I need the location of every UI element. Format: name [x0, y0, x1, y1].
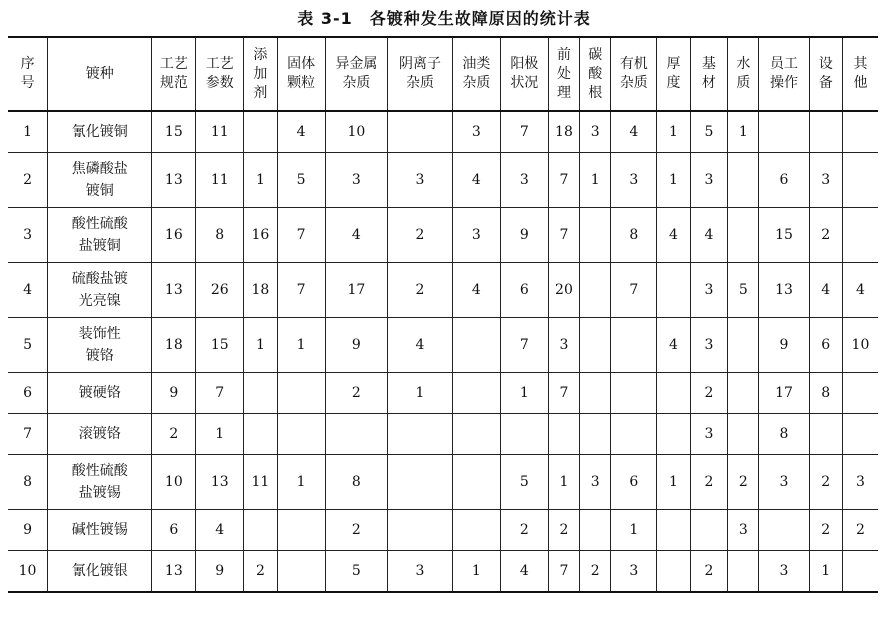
count-cell: 1 [500, 373, 548, 414]
column-header-line: 前 [556, 46, 571, 63]
plating-type-line: 碱性镀锡 [71, 522, 128, 538]
count-cell: 6 [611, 455, 657, 510]
count-cell [657, 263, 690, 318]
count-cell: 2 [388, 263, 453, 318]
count-cell: 18 [548, 111, 579, 153]
count-cell: 5 [325, 551, 388, 593]
column-header-line: 他 [853, 75, 868, 91]
count-cell: 26 [196, 263, 244, 318]
count-cell: 1 [580, 153, 611, 208]
count-cell: 13 [152, 153, 196, 208]
count-cell: 10 [152, 455, 196, 510]
count-cell: 1 [277, 455, 325, 510]
count-cell [809, 414, 842, 455]
count-cell: 4 [611, 111, 657, 153]
column-header-line: 基 [701, 56, 716, 72]
count-cell [580, 318, 611, 373]
count-cell: 9 [196, 551, 244, 593]
column-header-line: 材 [701, 75, 716, 91]
column-header-line: 阴离子 [399, 56, 441, 72]
count-cell: 7 [277, 208, 325, 263]
count-cell: 9 [152, 373, 196, 414]
count-cell: 1 [388, 373, 453, 414]
column-header-line: 颗粒 [287, 75, 316, 91]
plating-type-line: 氰化镀铜 [71, 124, 128, 140]
column-header-line: 度 [666, 75, 681, 91]
table-title: 表 3-1 各镀种发生故障原因的统计表 [297, 9, 591, 28]
column-header-line: 规范 [159, 75, 188, 91]
count-cell: 7 [196, 373, 244, 414]
column-header [809, 37, 842, 111]
column-header [152, 37, 196, 111]
count-cell [728, 208, 759, 263]
plating-type-line: 氰化镀银 [71, 563, 128, 579]
count-cell: 13 [152, 551, 196, 593]
count-cell: 11 [196, 153, 244, 208]
count-cell: 9 [500, 208, 548, 263]
count-cell: 20 [548, 263, 579, 318]
count-cell: 1 [277, 318, 325, 373]
count-cell [657, 414, 690, 455]
count-cell: 4 [196, 510, 244, 551]
count-cell [728, 153, 759, 208]
count-cell [244, 414, 277, 455]
column-header-line: 厚 [666, 56, 681, 72]
count-cell: 3 [452, 111, 500, 153]
header-row [8, 37, 878, 111]
table-row [8, 153, 878, 208]
count-cell: 3 [690, 414, 728, 455]
count-cell: 6 [500, 263, 548, 318]
count-cell [759, 111, 809, 153]
table-body [8, 111, 878, 592]
column-header [657, 37, 690, 111]
count-cell: 2 [244, 551, 277, 593]
count-cell [580, 373, 611, 414]
count-cell: 3 [580, 111, 611, 153]
count-cell: 1 [548, 455, 579, 510]
count-cell: 5 [500, 455, 548, 510]
count-cell: 10 [842, 318, 878, 373]
table-row [8, 111, 878, 153]
count-cell: 3 [388, 551, 453, 593]
row-number: 8 [8, 455, 48, 510]
count-cell: 4 [277, 111, 325, 153]
row-number: 10 [8, 551, 48, 593]
count-cell: 6 [152, 510, 196, 551]
count-cell: 7 [548, 373, 579, 414]
count-cell: 1 [452, 551, 500, 593]
count-cell [842, 208, 878, 263]
count-cell: 1 [657, 455, 690, 510]
count-cell [244, 510, 277, 551]
count-cell [842, 153, 878, 208]
count-cell: 3 [842, 455, 878, 510]
plating-type [48, 414, 152, 455]
column-header [388, 37, 453, 111]
count-cell: 4 [842, 263, 878, 318]
count-cell: 3 [759, 455, 809, 510]
count-cell: 6 [759, 153, 809, 208]
count-cell: 15 [196, 318, 244, 373]
table-row [8, 510, 878, 551]
count-cell: 15 [152, 111, 196, 153]
column-header-line: 操作 [770, 75, 798, 91]
count-cell: 2 [500, 510, 548, 551]
plating-type [48, 510, 152, 551]
column-header [196, 37, 244, 111]
column-header-line: 备 [818, 75, 833, 91]
column-header [452, 37, 500, 111]
table-row [8, 551, 878, 593]
count-cell: 3 [452, 208, 500, 263]
count-cell: 2 [690, 373, 728, 414]
count-cell: 4 [657, 208, 690, 263]
count-cell: 8 [611, 208, 657, 263]
count-cell: 18 [244, 263, 277, 318]
row-number: 4 [8, 263, 48, 318]
count-cell [277, 551, 325, 593]
count-cell: 4 [452, 153, 500, 208]
count-cell: 5 [690, 111, 728, 153]
count-cell: 1 [809, 551, 842, 593]
count-cell [842, 414, 878, 455]
column-header-line: 理 [556, 84, 571, 101]
plating-type-line: 镀铬 [85, 348, 114, 364]
table-row [8, 208, 878, 263]
plating-type [48, 208, 152, 263]
column-header-line: 有机 [619, 56, 648, 72]
count-cell: 7 [611, 263, 657, 318]
count-cell [842, 551, 878, 593]
column-header-line: 参数 [205, 75, 234, 91]
count-cell: 2 [325, 510, 388, 551]
count-cell: 7 [500, 318, 548, 373]
count-cell [759, 510, 809, 551]
plating-type-line: 盐镀铜 [78, 238, 121, 254]
row-number: 2 [8, 153, 48, 208]
plating-type [48, 373, 152, 414]
row-number: 7 [8, 414, 48, 455]
count-cell [728, 414, 759, 455]
row-number: 5 [8, 318, 48, 373]
count-cell: 17 [325, 263, 388, 318]
count-cell: 4 [809, 263, 842, 318]
count-cell [388, 111, 453, 153]
count-cell: 3 [580, 455, 611, 510]
column-header [759, 37, 809, 111]
count-cell: 8 [325, 455, 388, 510]
count-cell [452, 455, 500, 510]
count-cell: 3 [548, 318, 579, 373]
count-cell: 4 [500, 551, 548, 593]
count-cell [548, 414, 579, 455]
count-cell [842, 373, 878, 414]
count-cell [580, 208, 611, 263]
column-header-line: 阳极 [510, 56, 539, 72]
plating-type-line: 酸性硫酸 [71, 216, 128, 232]
count-cell [611, 373, 657, 414]
table-row [8, 318, 878, 373]
column-header-line: 水 [736, 56, 751, 72]
count-cell [842, 111, 878, 153]
count-cell: 3 [759, 551, 809, 593]
row-number: 9 [8, 510, 48, 551]
count-cell [611, 318, 657, 373]
column-header-line: 杂质 [406, 75, 434, 91]
count-cell: 11 [244, 455, 277, 510]
count-cell: 5 [728, 263, 759, 318]
count-cell: 5 [277, 153, 325, 208]
count-cell: 1 [244, 153, 277, 208]
count-cell: 8 [196, 208, 244, 263]
count-cell [611, 414, 657, 455]
count-cell [277, 510, 325, 551]
count-cell: 8 [809, 373, 842, 414]
column-header [611, 37, 657, 111]
count-cell: 15 [759, 208, 809, 263]
count-cell [452, 318, 500, 373]
count-cell [728, 373, 759, 414]
count-cell [657, 551, 690, 593]
count-cell: 3 [690, 263, 728, 318]
plating-type-line: 滚镀铬 [78, 426, 121, 442]
count-cell: 7 [500, 111, 548, 153]
count-cell: 3 [611, 551, 657, 593]
count-cell: 7 [548, 153, 579, 208]
count-cell [388, 455, 453, 510]
fault-statistics-table [8, 36, 878, 593]
count-cell: 18 [152, 318, 196, 373]
count-cell: 7 [548, 208, 579, 263]
count-cell: 3 [690, 153, 728, 208]
count-cell: 3 [388, 153, 453, 208]
column-header-line: 工艺 [205, 56, 234, 72]
plating-type-line: 镀铜 [85, 183, 114, 199]
count-cell [244, 111, 277, 153]
plating-type-line: 焦磷酸盐 [71, 161, 128, 177]
count-cell: 4 [452, 263, 500, 318]
count-cell: 2 [580, 551, 611, 593]
count-cell [277, 373, 325, 414]
column-header-line: 处 [556, 65, 571, 82]
count-cell: 2 [809, 510, 842, 551]
count-cell: 1 [244, 318, 277, 373]
count-cell [657, 373, 690, 414]
count-cell: 16 [152, 208, 196, 263]
table-row [8, 414, 878, 455]
count-cell: 3 [690, 318, 728, 373]
count-cell: 2 [152, 414, 196, 455]
count-cell: 13 [196, 455, 244, 510]
count-cell: 11 [196, 111, 244, 153]
plating-type [48, 111, 152, 153]
column-header [728, 37, 759, 111]
count-cell: 2 [809, 208, 842, 263]
count-cell [809, 111, 842, 153]
row-number: 6 [8, 373, 48, 414]
count-cell [580, 510, 611, 551]
count-cell [325, 414, 388, 455]
table-row [8, 263, 878, 318]
column-header-line: 剂 [253, 84, 268, 101]
column-header-line: 质 [736, 75, 751, 91]
column-header-line: 杂质 [342, 75, 371, 91]
count-cell: 2 [842, 510, 878, 551]
column-header [325, 37, 388, 111]
column-header-line: 杂质 [619, 75, 648, 91]
count-cell: 6 [809, 318, 842, 373]
count-cell: 2 [728, 455, 759, 510]
table-row [8, 455, 878, 510]
column-header [500, 37, 548, 111]
column-header-line: 碳 [588, 46, 603, 63]
plating-type-line: 镀硬铬 [78, 385, 121, 401]
count-cell [452, 373, 500, 414]
plating-type-line: 酸性硫酸 [71, 463, 128, 479]
column-header [277, 37, 325, 111]
count-cell: 3 [809, 153, 842, 208]
count-cell: 4 [325, 208, 388, 263]
row-number: 1 [8, 111, 48, 153]
count-cell: 10 [325, 111, 388, 153]
count-cell: 9 [325, 318, 388, 373]
count-cell: 13 [759, 263, 809, 318]
count-cell [690, 510, 728, 551]
count-cell: 8 [759, 414, 809, 455]
count-cell [277, 414, 325, 455]
column-header [244, 37, 277, 111]
column-header [548, 37, 579, 111]
count-cell [452, 414, 500, 455]
count-cell: 4 [388, 318, 453, 373]
table-row [8, 373, 878, 414]
count-cell [388, 510, 453, 551]
count-cell [580, 414, 611, 455]
count-cell [657, 510, 690, 551]
column-header [8, 37, 48, 111]
count-cell: 7 [277, 263, 325, 318]
column-header-line: 固体 [287, 56, 316, 72]
column-header [690, 37, 728, 111]
column-header [580, 37, 611, 111]
column-header-line: 状况 [510, 75, 539, 91]
count-cell: 1 [196, 414, 244, 455]
plating-type-line: 光亮镍 [78, 293, 121, 309]
column-header-line: 镀种 [85, 65, 114, 82]
column-header-line: 工艺 [159, 56, 188, 72]
count-cell: 9 [759, 318, 809, 373]
column-header-line: 号 [20, 75, 35, 91]
plating-type-line: 盐镀锡 [78, 485, 121, 501]
row-number: 3 [8, 208, 48, 263]
count-cell: 4 [657, 318, 690, 373]
plating-type [48, 153, 152, 208]
plating-type [48, 551, 152, 593]
count-cell [500, 414, 548, 455]
column-header-line: 根 [588, 84, 603, 101]
count-cell: 1 [728, 111, 759, 153]
column-header-line: 杂质 [462, 75, 491, 91]
count-cell: 3 [611, 153, 657, 208]
plating-type [48, 455, 152, 510]
count-cell: 2 [325, 373, 388, 414]
count-cell: 16 [244, 208, 277, 263]
column-header-line: 设 [818, 56, 833, 72]
count-cell [244, 373, 277, 414]
count-cell [452, 510, 500, 551]
count-cell: 13 [152, 263, 196, 318]
column-header-line: 油类 [462, 56, 491, 72]
count-cell [728, 551, 759, 593]
count-cell: 1 [611, 510, 657, 551]
count-cell: 17 [759, 373, 809, 414]
column-header-line: 员工 [770, 56, 798, 72]
count-cell [580, 263, 611, 318]
column-header-line: 添 [253, 46, 268, 63]
count-cell: 2 [690, 455, 728, 510]
column-header-line: 加 [253, 65, 268, 82]
column-header [48, 37, 152, 111]
column-header-line: 异金属 [335, 56, 378, 72]
count-cell [728, 318, 759, 373]
plating-type-line: 装饰性 [78, 326, 121, 342]
count-cell: 3 [325, 153, 388, 208]
column-header-line: 其 [853, 56, 868, 72]
count-cell: 2 [690, 551, 728, 593]
count-cell: 7 [548, 551, 579, 593]
plating-type [48, 263, 152, 318]
column-header [842, 37, 878, 111]
count-cell: 3 [728, 510, 759, 551]
count-cell [388, 414, 453, 455]
plating-type [48, 318, 152, 373]
plating-type-line: 硫酸盐镀 [71, 271, 128, 287]
count-cell: 4 [690, 208, 728, 263]
column-header-line: 序 [20, 56, 35, 72]
column-header-line: 酸 [588, 65, 603, 82]
count-cell: 1 [657, 153, 690, 208]
count-cell: 3 [500, 153, 548, 208]
count-cell: 1 [657, 111, 690, 153]
count-cell: 2 [388, 208, 453, 263]
count-cell: 2 [809, 455, 842, 510]
count-cell: 2 [548, 510, 579, 551]
